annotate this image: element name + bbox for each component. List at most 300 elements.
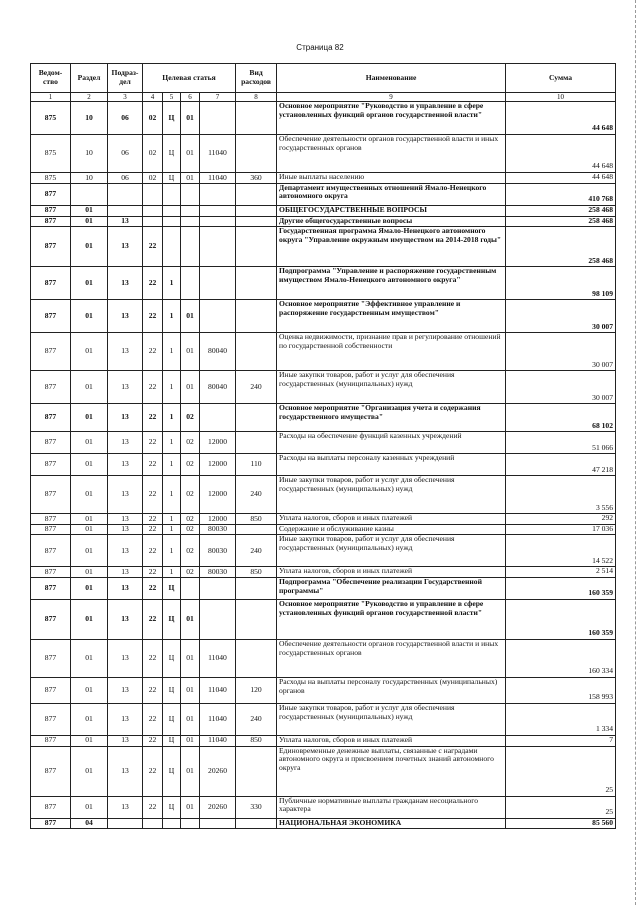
name-cell: НАЦИОНАЛЬНАЯ ЭКОНОМИКА — [277, 818, 506, 829]
event-cell: 02 — [181, 514, 200, 525]
program-cell: 22 — [143, 476, 163, 514]
sum-cell: 158 993 — [506, 677, 616, 703]
subprogram-cell: 1 — [163, 300, 181, 333]
program-cell: 22 — [143, 567, 163, 578]
expense-type-cell — [236, 333, 277, 371]
subsection-cell: 06 — [108, 173, 143, 184]
table-row — [31, 300, 616, 333]
event-cell — [181, 227, 200, 267]
table-row — [31, 514, 616, 525]
subsection-cell: 13 — [108, 227, 143, 267]
section-cell: 01 — [71, 703, 108, 735]
event-cell — [181, 267, 200, 300]
direction-cell: 20260 — [200, 746, 236, 796]
program-cell: 02 — [143, 135, 163, 173]
department-cell: 877 — [31, 703, 71, 735]
page-edge — [635, 0, 640, 905]
sum-cell: 2 514 — [506, 567, 616, 578]
sum-cell: 30 007 — [506, 300, 616, 333]
department-cell: 877 — [31, 454, 71, 476]
subprogram-cell: 1 — [163, 333, 181, 371]
expense-type-cell: 110 — [236, 454, 277, 476]
direction-cell: 12000 — [200, 514, 236, 525]
event-cell — [181, 216, 200, 227]
department-cell: 875 — [31, 135, 71, 173]
program-cell: 22 — [143, 599, 163, 639]
direction-cell — [200, 267, 236, 300]
expense-type-cell: 850 — [236, 514, 277, 525]
subsection-cell: 13 — [108, 404, 143, 432]
table-row — [31, 173, 616, 184]
event-cell: 01 — [181, 102, 200, 135]
event-cell: 01 — [181, 639, 200, 677]
subsection-cell: 13 — [108, 567, 143, 578]
program-cell: 22 — [143, 333, 163, 371]
subsection-cell: 13 — [108, 333, 143, 371]
subsection-cell: 13 — [108, 300, 143, 333]
subsection-cell: 13 — [108, 454, 143, 476]
event-cell: 01 — [181, 300, 200, 333]
event-cell: 02 — [181, 476, 200, 514]
subprogram-cell — [163, 216, 181, 227]
expense-type-cell: 240 — [236, 535, 277, 567]
department-cell: 877 — [31, 535, 71, 567]
subprogram-cell: Ц — [163, 639, 181, 677]
event-cell: 01 — [181, 796, 200, 818]
program-cell: 22 — [143, 404, 163, 432]
expense-type-cell — [236, 300, 277, 333]
sum-cell: 410 768 — [506, 183, 616, 205]
name-cell: Департамент имущественных отношений Ямало-Ненецкого автономного округа — [277, 183, 506, 205]
event-cell: 02 — [181, 524, 200, 535]
col-number: 3 — [108, 93, 143, 102]
sum-cell: 25 — [506, 796, 616, 818]
subprogram-cell: Ц — [163, 735, 181, 746]
direction-cell: 20260 — [200, 796, 236, 818]
subsection-cell — [108, 205, 143, 216]
expense-type-cell: 330 — [236, 796, 277, 818]
name-cell: Публичные нормативные выплаты гражданам несоциального характера — [277, 796, 506, 818]
sum-cell: 44 648 — [506, 135, 616, 173]
subsection-cell: 13 — [108, 599, 143, 639]
name-cell: Уплата налогов, сборов и иных платежей — [277, 567, 506, 578]
department-cell: 877 — [31, 371, 71, 404]
sum-cell: 30 007 — [506, 371, 616, 404]
program-cell: 22 — [143, 535, 163, 567]
expense-type-cell — [236, 599, 277, 639]
subsection-cell: 13 — [108, 371, 143, 404]
department-cell: 877 — [31, 746, 71, 796]
sum-cell: 7 — [506, 735, 616, 746]
sum-cell: 160 359 — [506, 577, 616, 599]
department-cell: 877 — [31, 267, 71, 300]
subsection-cell: 13 — [108, 639, 143, 677]
subsection-cell: 13 — [108, 703, 143, 735]
subprogram-cell: 1 — [163, 454, 181, 476]
department-cell: 877 — [31, 404, 71, 432]
subprogram-cell — [163, 227, 181, 267]
department-cell: 877 — [31, 599, 71, 639]
subsection-cell: 13 — [108, 216, 143, 227]
name-cell: Единовременные денежные выплаты, связанные с наградами автономного округа и присвоением почетных знаний автономного округа — [277, 746, 506, 796]
program-cell: 22 — [143, 300, 163, 333]
direction-cell — [200, 216, 236, 227]
direction-cell: 11040 — [200, 639, 236, 677]
sum-cell: 30 007 — [506, 333, 616, 371]
direction-cell: 80030 — [200, 567, 236, 578]
subprogram-cell: Ц — [163, 677, 181, 703]
sum-cell: 258 468 — [506, 216, 616, 227]
department-cell: 877 — [31, 677, 71, 703]
name-cell: Основное мероприятие "Эффективное управление и распоряжение государственным имуществом" — [277, 300, 506, 333]
header-expense-type: Вид расходов — [236, 64, 277, 93]
name-cell: Подпрограмма "Обеспечение реализации Государственной программы" — [277, 577, 506, 599]
subsection-cell — [108, 183, 143, 205]
event-cell: 01 — [181, 677, 200, 703]
header-sum: Сумма — [506, 64, 616, 93]
department-cell: 877 — [31, 205, 71, 216]
section-cell: 01 — [71, 746, 108, 796]
direction-cell: 80030 — [200, 524, 236, 535]
subprogram-cell: Ц — [163, 577, 181, 599]
section-cell: 01 — [71, 476, 108, 514]
header-name: Наименование — [277, 64, 506, 93]
event-cell — [181, 818, 200, 829]
direction-cell — [200, 300, 236, 333]
event-cell: 01 — [181, 735, 200, 746]
event-cell: 02 — [181, 432, 200, 454]
department-cell: 877 — [31, 735, 71, 746]
department-cell: 877 — [31, 432, 71, 454]
table-row — [31, 205, 616, 216]
col-number: 1 — [31, 93, 71, 102]
subprogram-cell: 1 — [163, 371, 181, 404]
direction-cell: 12000 — [200, 432, 236, 454]
department-cell: 877 — [31, 577, 71, 599]
sum-cell: 17 036 — [506, 524, 616, 535]
col-number: 8 — [236, 93, 277, 102]
col-number: 9 — [277, 93, 506, 102]
expense-type-cell — [236, 267, 277, 300]
name-cell: Иные выплаты населению — [277, 173, 506, 184]
event-cell: 01 — [181, 173, 200, 184]
subprogram-cell: Ц — [163, 102, 181, 135]
program-cell: 22 — [143, 577, 163, 599]
table-row — [31, 371, 616, 404]
sum-cell: 1 334 — [506, 703, 616, 735]
section-cell: 10 — [71, 135, 108, 173]
name-cell: Основное мероприятие "Организация учета и содержания государственного имущества" — [277, 404, 506, 432]
direction-cell: 11040 — [200, 173, 236, 184]
subprogram-cell: Ц — [163, 796, 181, 818]
direction-cell — [200, 599, 236, 639]
table-row — [31, 183, 616, 205]
section-cell: 01 — [71, 227, 108, 267]
name-cell: Государственная программа Ямало-Ненецкого автономного округа "Управление окружным имуществом на 2014-2018 годы" — [277, 227, 506, 267]
event-cell: 02 — [181, 404, 200, 432]
program-cell — [143, 205, 163, 216]
section-cell: 01 — [71, 639, 108, 677]
event-cell: 01 — [181, 135, 200, 173]
subprogram-cell: 1 — [163, 514, 181, 525]
section-cell: 01 — [71, 205, 108, 216]
program-cell: 22 — [143, 267, 163, 300]
table-row — [31, 577, 616, 599]
sum-cell: 51 066 — [506, 432, 616, 454]
program-cell — [143, 183, 163, 205]
table-row — [31, 227, 616, 267]
section-cell: 01 — [71, 300, 108, 333]
subprogram-cell: 1 — [163, 404, 181, 432]
name-cell: Оценка недвижимости, признание прав и регулирование отношений по государственной собственности — [277, 333, 506, 371]
subprogram-cell — [163, 183, 181, 205]
subsection-cell: 13 — [108, 514, 143, 525]
expense-type-cell — [236, 404, 277, 432]
direction-cell — [200, 577, 236, 599]
event-cell — [181, 205, 200, 216]
subprogram-cell: 1 — [163, 535, 181, 567]
department-cell: 877 — [31, 183, 71, 205]
direction-cell: 80040 — [200, 333, 236, 371]
name-cell: ОБЩЕГОСУДАРСТВЕННЫЕ ВОПРОСЫ — [277, 205, 506, 216]
department-cell: 877 — [31, 227, 71, 267]
program-cell: 22 — [143, 639, 163, 677]
table-row — [31, 404, 616, 432]
subprogram-cell: Ц — [163, 599, 181, 639]
col-number: 5 — [163, 93, 181, 102]
department-cell: 875 — [31, 102, 71, 135]
table-body — [31, 102, 616, 829]
header-department: Ведом-ство — [31, 64, 71, 93]
direction-cell: 80030 — [200, 535, 236, 567]
table-row — [31, 639, 616, 677]
program-cell — [143, 216, 163, 227]
col-number: 2 — [71, 93, 108, 102]
direction-cell: 12000 — [200, 454, 236, 476]
direction-cell: 11040 — [200, 703, 236, 735]
event-cell: 01 — [181, 333, 200, 371]
event-cell — [181, 577, 200, 599]
table-row — [31, 703, 616, 735]
section-cell: 01 — [71, 735, 108, 746]
subsection-cell: 13 — [108, 432, 143, 454]
expense-type-cell: 240 — [236, 703, 277, 735]
expense-type-cell — [236, 216, 277, 227]
expense-type-cell: 240 — [236, 476, 277, 514]
name-cell: Подпрограмма "Управление и распоряжение государственным имуществом Ямало-Ненецкого автономного округа" — [277, 267, 506, 300]
table-row — [31, 267, 616, 300]
sum-cell: 3 556 — [506, 476, 616, 514]
table-row — [31, 677, 616, 703]
subprogram-cell — [163, 205, 181, 216]
table-row — [31, 567, 616, 578]
sum-cell: 25 — [506, 746, 616, 796]
subsection-cell: 13 — [108, 577, 143, 599]
direction-cell — [200, 183, 236, 205]
direction-cell: 12000 — [200, 476, 236, 514]
header-target-article: Целевая статья — [143, 64, 236, 93]
table-row — [31, 818, 616, 829]
table-row — [31, 599, 616, 639]
name-cell: Основное мероприятие "Руководство и управление в сфере установленных функций органов государственной власти" — [277, 102, 506, 135]
table-row — [31, 216, 616, 227]
subprogram-cell: 1 — [163, 432, 181, 454]
subprogram-cell: Ц — [163, 135, 181, 173]
direction-cell: 11040 — [200, 135, 236, 173]
program-cell: 22 — [143, 227, 163, 267]
department-cell: 875 — [31, 173, 71, 184]
section-cell: 01 — [71, 371, 108, 404]
table-row — [31, 735, 616, 746]
expense-type-cell — [236, 524, 277, 535]
subprogram-cell: Ц — [163, 173, 181, 184]
event-cell: 01 — [181, 703, 200, 735]
department-cell: 877 — [31, 300, 71, 333]
department-cell: 877 — [31, 524, 71, 535]
department-cell: 877 — [31, 639, 71, 677]
subprogram-cell: Ц — [163, 703, 181, 735]
col-number: 6 — [181, 93, 200, 102]
expense-type-cell — [236, 639, 277, 677]
name-cell: Содержание и обслуживание казны — [277, 524, 506, 535]
subsection-cell: 13 — [108, 267, 143, 300]
name-cell: Иные закупки товаров, работ и услуг для обеспечения государственных (муниципальных) нужд — [277, 703, 506, 735]
section-cell: 01 — [71, 432, 108, 454]
sum-cell: 160 334 — [506, 639, 616, 677]
subsection-cell: 06 — [108, 135, 143, 173]
table-row — [31, 476, 616, 514]
budget-table — [30, 63, 616, 829]
table-row — [31, 102, 616, 135]
section-cell: 01 — [71, 577, 108, 599]
expense-type-cell — [236, 205, 277, 216]
expense-type-cell: 360 — [236, 173, 277, 184]
expense-type-cell — [236, 818, 277, 829]
event-cell: 02 — [181, 535, 200, 567]
subsection-cell: 06 — [108, 102, 143, 135]
section-cell: 01 — [71, 599, 108, 639]
expense-type-cell: 850 — [236, 567, 277, 578]
program-cell: 22 — [143, 454, 163, 476]
sum-cell: 258 468 — [506, 227, 616, 267]
col-number: 4 — [143, 93, 163, 102]
table-row — [31, 524, 616, 535]
header-subsection: Подраз-дел — [108, 64, 143, 93]
direction-cell — [200, 205, 236, 216]
department-cell: 877 — [31, 514, 71, 525]
subprogram-cell: 1 — [163, 476, 181, 514]
direction-cell: 11040 — [200, 677, 236, 703]
program-cell: 02 — [143, 173, 163, 184]
subsection-cell: 13 — [108, 677, 143, 703]
section-cell: 01 — [71, 567, 108, 578]
sum-cell: 47 218 — [506, 454, 616, 476]
expense-type-cell: 850 — [236, 735, 277, 746]
subprogram-cell: 1 — [163, 524, 181, 535]
name-cell: Уплата налогов, сборов и иных платежей — [277, 514, 506, 525]
sum-cell: 14 522 — [506, 535, 616, 567]
name-cell: Уплата налогов, сборов и иных платежей — [277, 735, 506, 746]
sum-cell: 44 648 — [506, 173, 616, 184]
sum-cell: 68 102 — [506, 404, 616, 432]
section-cell: 01 — [71, 454, 108, 476]
program-cell: 22 — [143, 703, 163, 735]
sum-cell: 258 468 — [506, 205, 616, 216]
name-cell: Расходы на обеспечение функций казенных учреждений — [277, 432, 506, 454]
subsection-cell: 13 — [108, 796, 143, 818]
department-cell: 877 — [31, 333, 71, 371]
sum-cell: 85 560 — [506, 818, 616, 829]
name-cell: Расходы на выплаты персоналу государственных (муниципальных) органов — [277, 677, 506, 703]
subsection-cell: 13 — [108, 735, 143, 746]
program-cell: 22 — [143, 514, 163, 525]
budget-table-wrapper — [30, 63, 615, 829]
department-cell: 877 — [31, 567, 71, 578]
department-cell: 877 — [31, 476, 71, 514]
name-cell: Иные закупки товаров, работ и услуг для обеспечения государственных (муниципальных) нужд — [277, 371, 506, 404]
name-cell: Расходы на выплаты персоналу казенных учреждений — [277, 454, 506, 476]
subprogram-cell: Ц — [163, 746, 181, 796]
expense-type-cell — [236, 746, 277, 796]
department-cell: 877 — [31, 818, 71, 829]
expense-type-cell: 240 — [236, 371, 277, 404]
section-cell: 10 — [71, 173, 108, 184]
name-cell: Основное мероприятие "Руководство и управление в сфере установленных функций органов государственной власти" — [277, 599, 506, 639]
event-cell: 01 — [181, 371, 200, 404]
name-cell: Обеспечение деятельности органов государственной власти и иных государственных органов — [277, 135, 506, 173]
header-row — [31, 64, 616, 93]
column-number-row — [31, 93, 616, 102]
program-cell: 22 — [143, 735, 163, 746]
subprogram-cell: 1 — [163, 267, 181, 300]
program-cell: 22 — [143, 524, 163, 535]
section-cell: 01 — [71, 333, 108, 371]
department-cell: 877 — [31, 796, 71, 818]
program-cell: 22 — [143, 746, 163, 796]
subprogram-cell: 1 — [163, 567, 181, 578]
event-cell: 02 — [181, 567, 200, 578]
subsection-cell: 13 — [108, 746, 143, 796]
direction-cell — [200, 227, 236, 267]
sum-cell: 44 648 — [506, 102, 616, 135]
event-cell: 02 — [181, 454, 200, 476]
program-cell — [143, 818, 163, 829]
name-cell: Иные закупки товаров, работ и услуг для обеспечения государственных (муниципальных) нужд — [277, 535, 506, 567]
section-cell: 01 — [71, 404, 108, 432]
subsection-cell: 13 — [108, 524, 143, 535]
section-cell: 01 — [71, 677, 108, 703]
department-cell: 877 — [31, 216, 71, 227]
table-row — [31, 135, 616, 173]
expense-type-cell — [236, 577, 277, 599]
section-cell: 01 — [71, 216, 108, 227]
col-number: 7 — [200, 93, 236, 102]
expense-type-cell: 120 — [236, 677, 277, 703]
subsection-cell — [108, 818, 143, 829]
event-cell: 01 — [181, 746, 200, 796]
expense-type-cell — [236, 135, 277, 173]
subsection-cell: 13 — [108, 476, 143, 514]
direction-cell — [200, 102, 236, 135]
table-row — [31, 432, 616, 454]
program-cell: 22 — [143, 796, 163, 818]
event-cell: 01 — [181, 599, 200, 639]
section-cell: 01 — [71, 796, 108, 818]
program-cell: 22 — [143, 432, 163, 454]
header-section: Раздел — [71, 64, 108, 93]
direction-cell — [200, 404, 236, 432]
section-cell: 01 — [71, 535, 108, 567]
